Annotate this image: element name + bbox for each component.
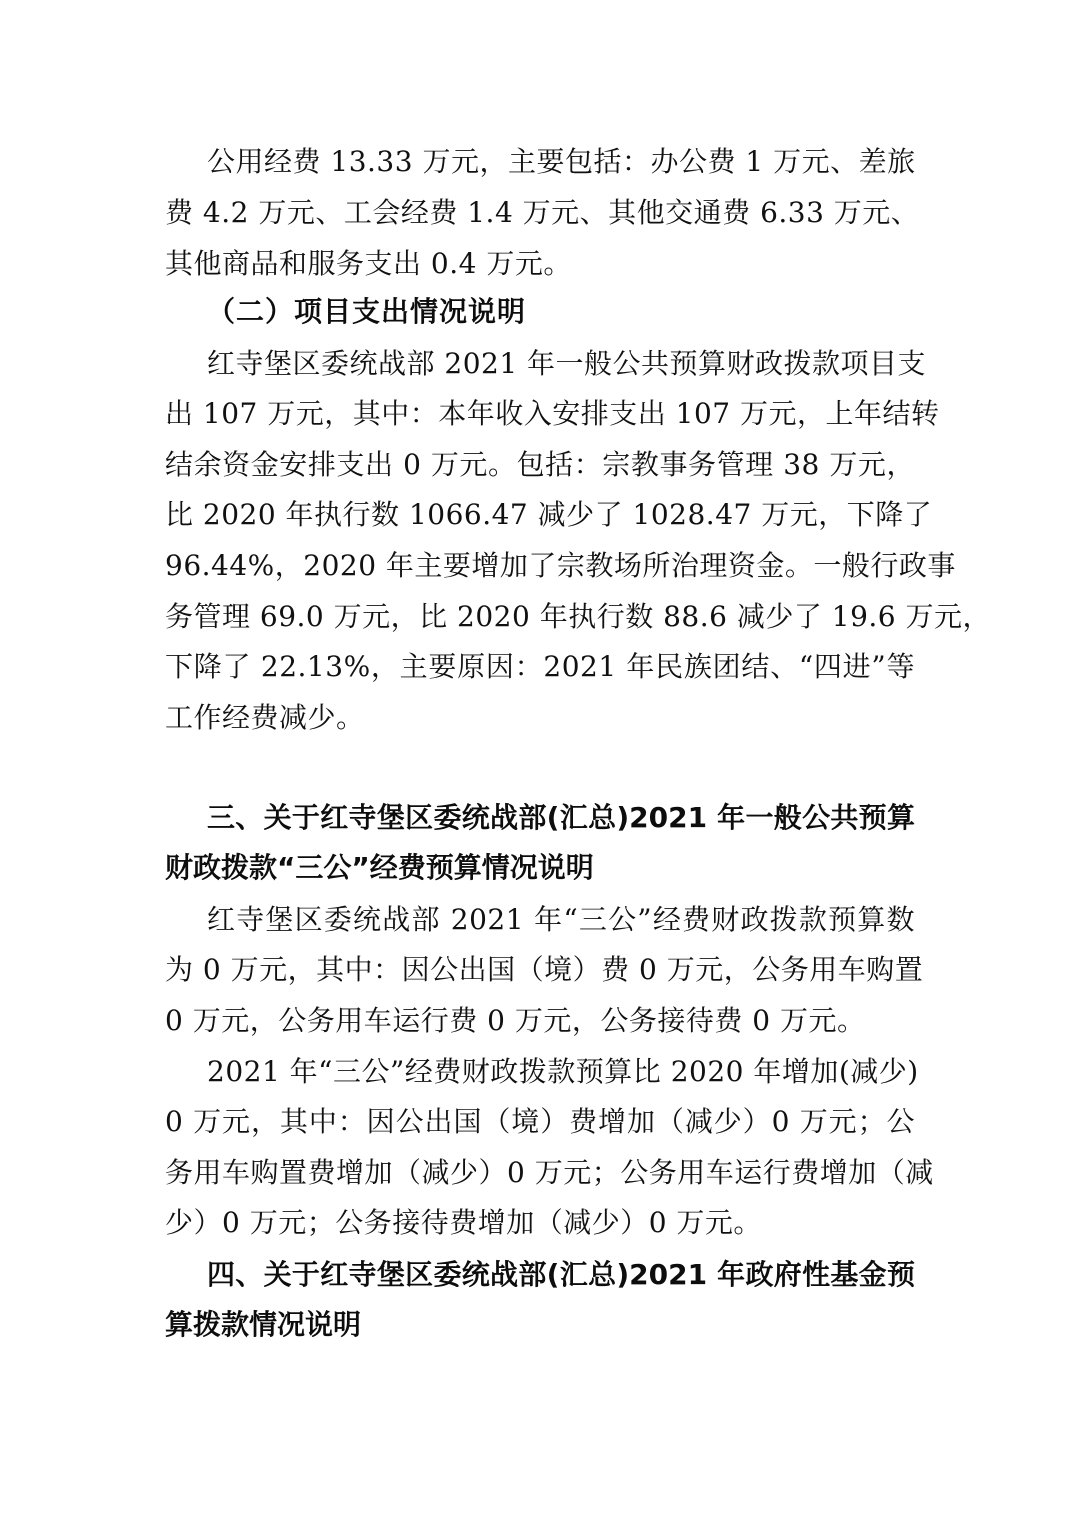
paragraph-line: 其他商品和服务支出 0.4 万元。 <box>165 247 572 280</box>
section-heading: 四、关于红寺堡区委统战部(汇总)2021 年政府性基金预 <box>207 1258 915 1291</box>
paragraph-line: 红寺堡区委统战部 2021 年“三公”经费财政拨款预算数 <box>207 903 915 936</box>
paragraph-line: 工作经费减少。 <box>165 701 365 734</box>
section-heading: 三、关于红寺堡区委统战部(汇总)2021 年一般公共预算 <box>207 801 915 834</box>
section-heading: 财政拨款“三公”经费预算情况说明 <box>165 851 594 884</box>
section-subheading: （二）项目支出情况说明 <box>207 295 527 328</box>
paragraph-line: 0 万元，公务用车运行费 0 万元，公务接待费 0 万元。 <box>165 1004 866 1037</box>
paragraph-line: 为 0 万元，其中：因公出国（境）费 0 万元，公务用车购置 <box>165 953 924 986</box>
paragraph-line: 公用经费 13.33 万元，主要包括：办公费 1 万元、差旅 <box>207 145 916 178</box>
paragraph-line: 结余资金安排支出 0 万元。包括：宗教事务管理 38 万元， <box>165 448 915 481</box>
section-heading: 算拨款情况说明 <box>165 1308 362 1341</box>
paragraph-line: 少）0 万元；公务接待费增加（减少）0 万元。 <box>165 1206 762 1239</box>
paragraph-line: 96.44%，2020 年主要增加了宗教场所治理资金。一般行政事 <box>165 549 956 582</box>
paragraph-line: 费 4.2 万元、工会经费 1.4 万元、其他交通费 6.33 万元、 <box>165 196 920 229</box>
paragraph-line: 务管理 69.0 万元，比 2020 年执行数 88.6 减少了 19.6 万元， <box>165 600 991 633</box>
paragraph-line: 务用车购置费增加（减少）0 万元；公务用车运行费增加（减 <box>165 1156 934 1189</box>
paragraph-line: 2021 年“三公”经费财政拨款预算比 2020 年增加(减少) <box>207 1055 919 1088</box>
paragraph-line: 下降了 22.13%，主要原因：2021 年民族团结、“四进”等 <box>165 650 915 683</box>
paragraph-line: 红寺堡区委统战部 2021 年一般公共预算财政拨款项目支 <box>207 347 927 380</box>
paragraph-line: 0 万元，其中：因公出国（境）费增加（减少）0 万元；公 <box>165 1105 915 1138</box>
paragraph-line: 出 107 万元，其中：本年收入安排支出 107 万元，上年结转 <box>165 397 940 430</box>
paragraph-line: 比 2020 年执行数 1066.47 减少了 1028.47 万元，下降了 <box>165 498 933 531</box>
